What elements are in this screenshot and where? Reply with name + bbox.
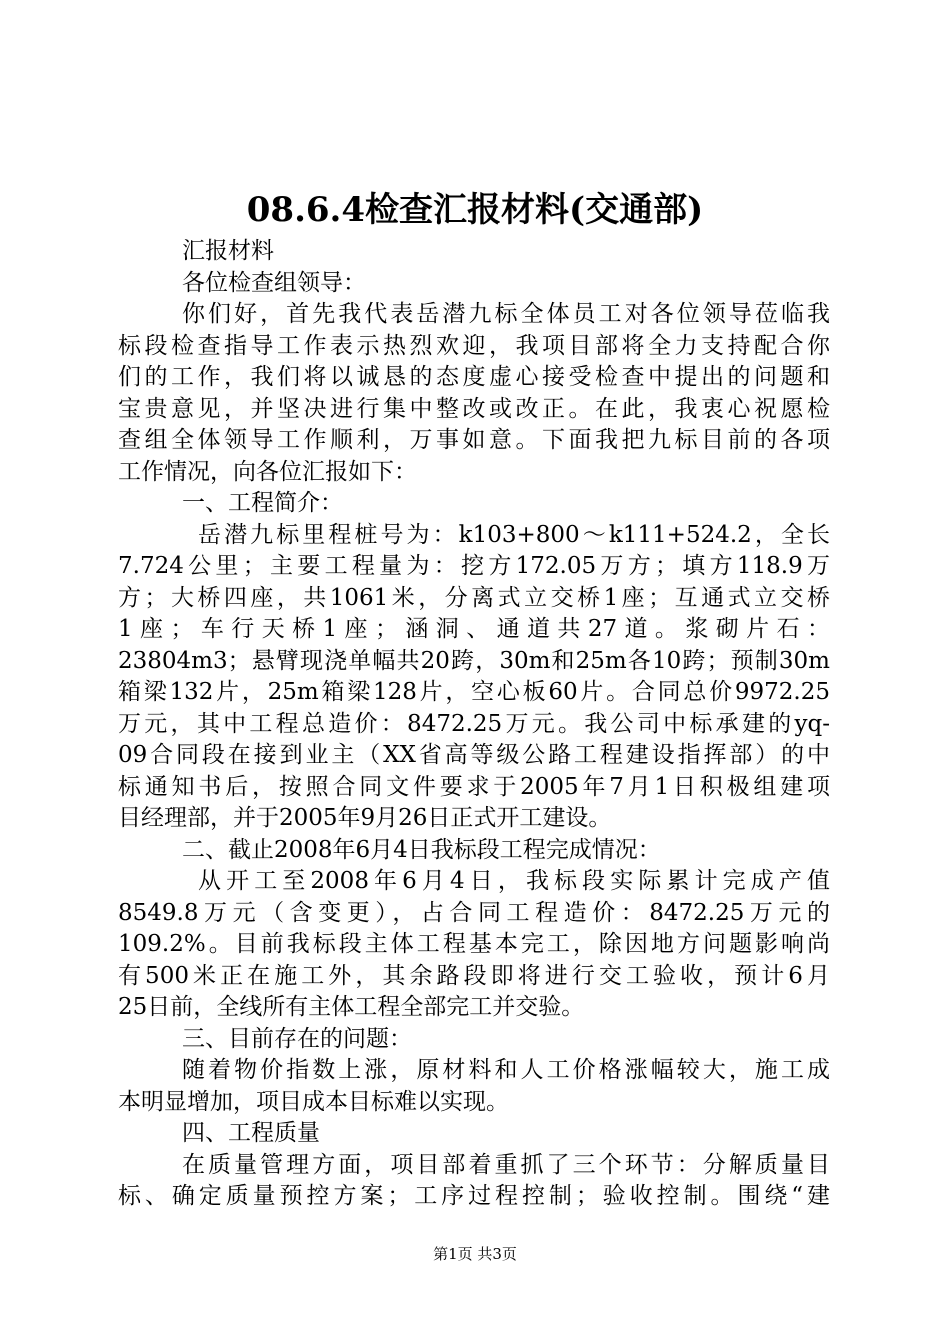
text-line: 本明显增加，项目成本目标难以实现。 bbox=[118, 1088, 509, 1115]
section-heading: 四、工程质量 bbox=[182, 1120, 320, 1146]
text-line: 1座；车行天桥1座；涵洞、通道共27道。浆砌片石： bbox=[118, 616, 830, 642]
text-line: 汇报材料 bbox=[182, 238, 274, 264]
section-heading: 三、目前存在的问题： bbox=[182, 1025, 412, 1052]
text-line: 7.724公里；主要工程量为：挖方172.05万方；填方118.9万 bbox=[118, 553, 830, 579]
section-heading: 二、截止2008年6月4日我标段工程完成情况： bbox=[182, 836, 661, 863]
text-line: 万元，其中工程总造价：8472.25万元。我公司中标承建的yq- bbox=[118, 710, 830, 737]
text-line: 各位检查组领导： bbox=[182, 269, 366, 296]
text-line: 有500米正在施工外，其余路段即将进行交工验收，预计6月 bbox=[118, 962, 830, 989]
document-body bbox=[118, 236, 830, 1213]
text-line: 标通知书后，按照合同文件要求于2005年7月1日积极组建项 bbox=[118, 773, 830, 800]
section-heading: 一、工程简介： bbox=[182, 490, 343, 516]
text-line: 109.2%。目前我标段主体工程基本完工，除因地方问题影响尚 bbox=[118, 931, 830, 957]
text-line: 目经理部，并于2005年9月26日正式开工建设。 bbox=[118, 805, 612, 831]
text-line: 方；大桥四座，共1061米，分离式立交桥1座；互通式立交桥 bbox=[118, 584, 830, 611]
text-line: 宝贵意见，并坚决进行集中整改或改正。在此，我衷心祝愿检 bbox=[118, 395, 830, 422]
text-line: 查组全体领导工作顺利，万事如意。下面我把九标目前的各项 bbox=[118, 427, 830, 453]
text-line: 标段检查指导工作表示热烈欢迎，我项目部将全力支持配合你 bbox=[118, 332, 830, 359]
text-line: 工作情况，向各位汇报如下： bbox=[118, 458, 417, 485]
text-line: 23804m3；悬臂现浇单幅共20跨，30m和25m各10跨；预制30m bbox=[118, 647, 830, 674]
text-line: 箱梁132片，25m箱梁128片，空心板60片。合同总价9972.25 bbox=[118, 679, 830, 705]
text-line: 从开工至2008年6月4日，我标段实际累计完成产值 bbox=[198, 868, 830, 894]
text-line: 随着物价指数上涨，原材料和人工价格涨幅较大，施工成 bbox=[182, 1057, 830, 1083]
text-line: 岳潜九标里程桩号为：k103+800～k111+524.2，全长 bbox=[198, 521, 830, 548]
page-title: 08.6.4检查汇报材料(交通部) bbox=[246, 190, 704, 230]
page-footer: 第1页 共3页 bbox=[433, 1245, 517, 1263]
text-line: 8549.8万元（含变更），占合同工程造价：8472.25万元的 bbox=[118, 899, 830, 926]
text-line: 标、确定质量预控方案；工序过程控制；验收控制。围绕“建 bbox=[118, 1183, 830, 1209]
text-line: 25日前，全线所有主体工程全部完工并交验。 bbox=[118, 994, 585, 1020]
text-line: 们的工作，我们将以诚恳的态度虚心接受检查中提出的问题和 bbox=[118, 364, 830, 390]
text-line: 09合同段在接到业主（XX省高等级公路工程建设指挥部）的中 bbox=[118, 742, 830, 768]
text-line: 在质量管理方面，项目部着重抓了三个环节：分解质量目 bbox=[182, 1151, 830, 1178]
text-line: 你们好，首先我代表岳潜九标全体员工对各位领导莅临我 bbox=[182, 301, 830, 327]
